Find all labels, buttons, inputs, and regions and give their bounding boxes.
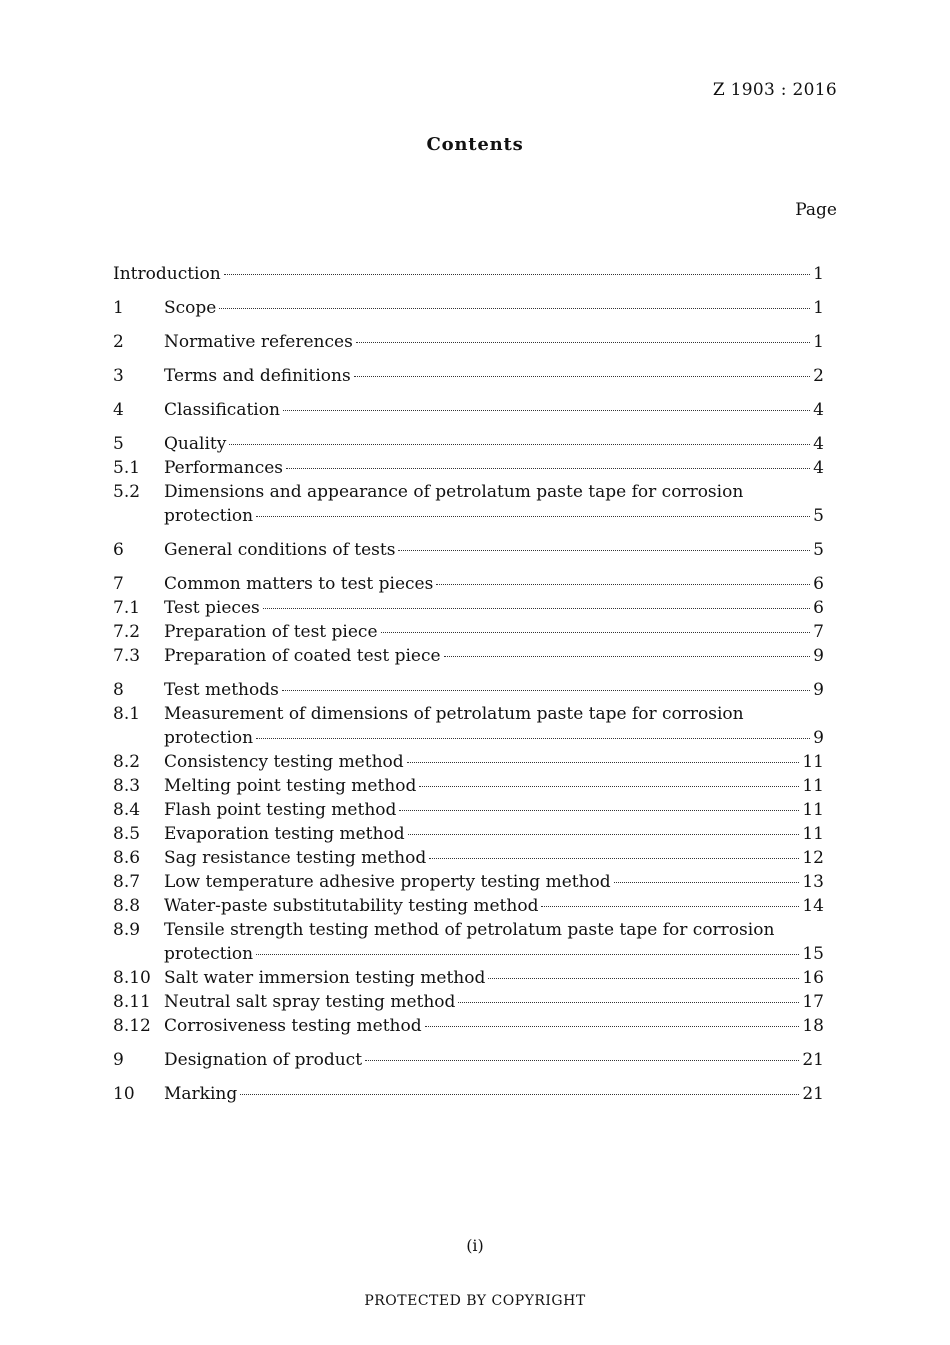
toc-entry-title: Test methods (164, 680, 279, 700)
dot-leader (614, 882, 800, 883)
toc-entry-title: Corrosiveness testing method (164, 1016, 422, 1036)
dot-leader (444, 656, 811, 657)
toc-entry[interactable] (113, 596, 824, 620)
toc-entry-title: Sag resistance testing method (164, 848, 427, 868)
toc-entry[interactable] (113, 822, 824, 846)
toc-entry-number: 9 (113, 1050, 124, 1070)
toc-entry[interactable] (113, 432, 824, 456)
dot-leader (408, 834, 800, 835)
toc-entry-number: 8.2 (113, 752, 141, 772)
toc-entry-page: 11 (802, 752, 824, 772)
toc-entry[interactable] (113, 966, 824, 990)
toc-entry-page: 12 (802, 848, 824, 868)
toc-entry-number: 3 (113, 366, 124, 386)
dot-leader (282, 690, 810, 691)
toc-entry-title: Water-paste substitutability testing method (164, 896, 539, 916)
toc-entry[interactable] (113, 620, 824, 644)
toc-entry-number: 1 (113, 298, 124, 318)
toc-entry-number: 4 (113, 400, 124, 420)
toc-entry-page: 13 (802, 872, 824, 892)
toc-entry-page: 21 (802, 1084, 824, 1104)
table-of-contents (113, 262, 824, 1106)
toc-entry[interactable] (113, 456, 824, 480)
dot-leader (356, 342, 810, 343)
dot-leader (381, 632, 811, 633)
toc-entry-page: 1 (813, 264, 824, 284)
toc-entry-title: General conditions of tests (164, 540, 396, 560)
toc-entry[interactable] (113, 702, 824, 750)
toc-entry-page: 18 (802, 1016, 824, 1036)
toc-entry-page: 4 (813, 434, 824, 454)
page-column-label: Page (795, 200, 837, 220)
toc-entry-number: 10 (113, 1084, 135, 1104)
toc-entry-title: Terms and definitions (164, 366, 351, 386)
toc-entry-page: 7 (813, 622, 824, 642)
toc-entry-number: 5 (113, 434, 124, 454)
dot-leader (286, 468, 810, 469)
toc-entry-number: 8.7 (113, 872, 141, 892)
toc-entry-title: Low temperature adhesive property testing method (164, 872, 611, 892)
dot-leader (407, 762, 800, 763)
toc-entry[interactable] (113, 262, 824, 286)
toc-entry-title: Preparation of coated test piece (164, 646, 441, 666)
toc-entry-number: 8.9 (113, 920, 141, 940)
copyright-notice: PROTECTED BY COPYRIGHT (364, 1293, 586, 1309)
page-number: (i) (466, 1236, 484, 1255)
toc-entry-page: 6 (813, 598, 824, 618)
toc-entry-title: Normative references (164, 332, 353, 352)
toc-entry-number: 5.1 (113, 458, 141, 478)
toc-entry[interactable] (113, 774, 824, 798)
toc-entry-title: Tensile strength testing method of petrolatum paste tape for corrosion (164, 920, 775, 940)
toc-entry-page: 2 (813, 366, 824, 386)
dot-leader (256, 738, 810, 739)
toc-entry[interactable] (113, 480, 824, 528)
dot-leader (436, 584, 810, 585)
toc-entry-title-continued: protection (164, 728, 254, 748)
dot-leader (541, 906, 799, 907)
toc-entry-title: Common matters to test pieces (164, 574, 434, 594)
dot-leader (229, 444, 810, 445)
toc-entry[interactable] (113, 572, 824, 596)
dot-leader (425, 1026, 800, 1027)
toc-entry[interactable] (113, 750, 824, 774)
toc-entry-title-continued: protection (164, 506, 254, 526)
toc-entry-title: Quality (164, 434, 227, 454)
dot-leader (399, 810, 799, 811)
toc-entry-title: Dimensions and appearance of petrolatum paste tape for corrosion (164, 482, 744, 502)
toc-entry-page: 17 (802, 992, 824, 1012)
toc-entry-page: 11 (802, 800, 824, 820)
toc-entry-title: Consistency testing method (164, 752, 404, 772)
dot-leader (488, 978, 799, 979)
toc-entry-title: Evaporation testing method (164, 824, 405, 844)
toc-entry-page: 4 (813, 400, 824, 420)
toc-entry-number: 8.6 (113, 848, 141, 868)
dot-leader (240, 1094, 799, 1095)
toc-entry-number: 8.8 (113, 896, 141, 916)
toc-entry[interactable] (113, 296, 824, 320)
toc-entry-title: Performances (164, 458, 284, 478)
dot-leader (219, 308, 810, 309)
dot-leader (365, 1060, 799, 1061)
dot-leader (458, 1002, 799, 1003)
toc-entry-number: 7.1 (113, 598, 141, 618)
toc-entry[interactable] (113, 538, 824, 562)
toc-entry[interactable] (113, 644, 824, 668)
toc-entry[interactable] (113, 398, 824, 422)
toc-entry-number: 8.5 (113, 824, 141, 844)
toc-entry-title: Measurement of dimensions of petrolatum paste tape for corrosion (164, 704, 744, 724)
toc-entry-page: 6 (813, 574, 824, 594)
toc-entry-number: 8.10 (113, 968, 151, 988)
toc-entry[interactable] (113, 364, 824, 388)
toc-entry[interactable] (113, 330, 824, 354)
dot-leader (263, 608, 810, 609)
toc-entry-title: Preparation of test piece (164, 622, 378, 642)
dot-leader (256, 954, 799, 955)
toc-entry-number: 2 (113, 332, 124, 352)
toc-entry-page: 11 (802, 824, 824, 844)
dot-leader (419, 786, 799, 787)
toc-entry-number: 8 (113, 680, 124, 700)
toc-entry-page: 21 (802, 1050, 824, 1070)
toc-entry[interactable] (113, 1048, 824, 1072)
toc-entry-number: 8.3 (113, 776, 141, 796)
toc-entry-number: 7.3 (113, 646, 141, 666)
toc-entry[interactable] (113, 798, 824, 822)
dot-leader (429, 858, 799, 859)
toc-entry-page: 11 (802, 776, 824, 796)
toc-entry-page: 9 (813, 680, 824, 700)
toc-entry-title: Scope (164, 298, 217, 318)
dot-leader (256, 516, 810, 517)
dot-leader (283, 410, 810, 411)
toc-entry-title: Designation of product (164, 1050, 363, 1070)
toc-entry[interactable] (113, 1082, 824, 1106)
toc-entry-page: 9 (813, 728, 824, 748)
toc-entry-page: 1 (813, 298, 824, 318)
toc-entry-page: 14 (802, 896, 824, 916)
toc-entry-number: 6 (113, 540, 124, 560)
toc-entry[interactable] (113, 990, 824, 1014)
toc-entry-title: Melting point testing method (164, 776, 417, 796)
toc-entry-title: Classification (164, 400, 280, 420)
page-title: Contents (426, 134, 524, 155)
toc-entry-title: Neutral salt spray testing method (164, 992, 456, 1012)
toc-entry-title: Salt water immersion testing method (164, 968, 486, 988)
dot-leader (398, 550, 810, 551)
toc-entry-number: 8.12 (113, 1016, 151, 1036)
toc-entry[interactable] (113, 918, 824, 966)
dot-leader (354, 376, 811, 377)
toc-entry-title: Test pieces (164, 598, 260, 618)
toc-entry-page: 5 (813, 540, 824, 560)
toc-entry-page: 9 (813, 646, 824, 666)
toc-entry[interactable] (113, 678, 824, 702)
toc-entry[interactable] (113, 894, 824, 918)
toc-entry-number: 8.1 (113, 704, 141, 724)
toc-entry-page: 16 (802, 968, 824, 988)
standard-number: Z 1903 : 2016 (712, 80, 837, 100)
toc-entry-page: 1 (813, 332, 824, 352)
toc-entry-number: 5.2 (113, 482, 141, 502)
toc-entry-page: 4 (813, 458, 824, 478)
toc-entry-number: 7.2 (113, 622, 141, 642)
toc-entry[interactable] (113, 1014, 824, 1038)
toc-entry-number: 8.11 (113, 992, 151, 1012)
toc-entry-page: 15 (802, 944, 824, 964)
toc-entry-title: Marking (164, 1084, 238, 1104)
toc-entry-title-continued: protection (164, 944, 254, 964)
toc-entry-number: 8.4 (113, 800, 141, 820)
dot-leader (224, 274, 811, 275)
toc-entry-number: 7 (113, 574, 124, 594)
toc-entry-title: Flash point testing method (164, 800, 397, 820)
toc-entry-page: 5 (813, 506, 824, 526)
toc-entry[interactable] (113, 846, 824, 870)
toc-entry[interactable] (113, 870, 824, 894)
toc-entry-title: Introduction (113, 264, 221, 284)
